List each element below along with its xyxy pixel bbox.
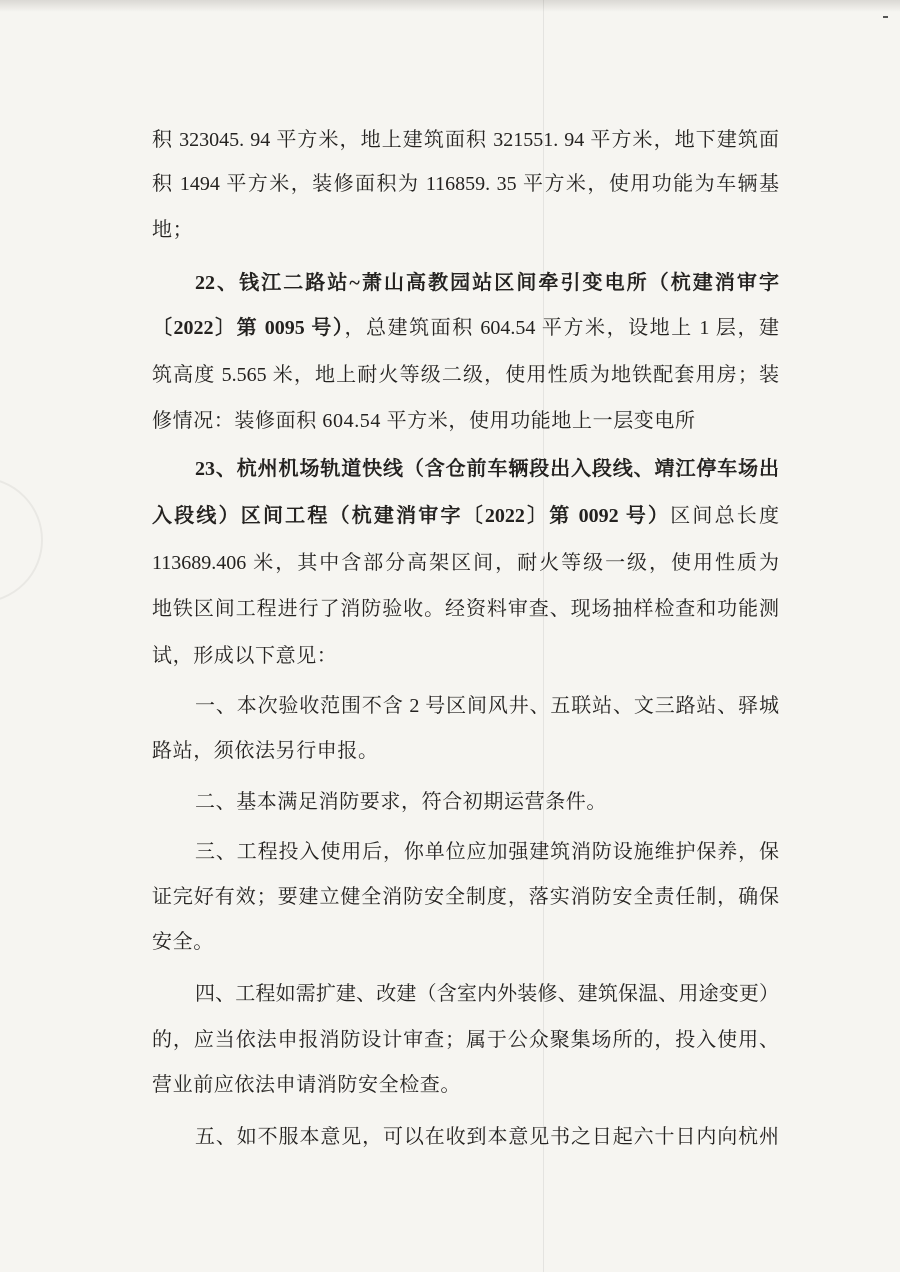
scan-edge-shadow [0,0,900,12]
paragraph-heading-line: 23、杭州机场轨道快线（含仓前车辆段出入段线、靖江停车场出 [195,458,779,480]
document-reference-bold: 入段线）区间工程（杭建消审字〔2022〕第 0092 号） [152,505,671,527]
paragraph-line: 营业前应依法申请消防安全检查。 [152,1074,461,1096]
paragraph-line: 修情况：装修面积 604.54 平方米，使用功能地上一层变电所 [152,410,696,432]
paragraph-line [152,312,779,344]
paragraph-line: 四、工程如需扩建、改建（含室内外装修、建筑保温、用途变更） [195,983,779,1005]
paragraph-line: 安全。 [152,931,214,953]
paragraph-line: 筑高度 5.565 米，地上耐火等级二级，使用性质为地铁配套用房；装 [152,364,779,386]
paragraph-line [152,500,779,532]
paragraph-line: 113689.406 米，其中含部分高架区间，耐火等级一级，使用性质为 [152,552,779,574]
paragraph-line: 地铁区间工程进行了消防验收。经资料审查、现场抽样检查和功能测 [152,598,779,620]
paragraph-line: 试，形成以下意见： [152,645,338,667]
paragraph-line: 积 1494 平方米，装修面积为 116859. 35 平方米，使用功能为车辆基 [152,173,779,195]
paragraph-text: ，总建筑面积 604.54 平方米，设地上 1 层，建 [344,317,780,339]
paragraph-line: 一、本次验收范围不含 2 号区间风井、五联站、文三路站、驿城 [195,695,779,717]
paragraph-line: 五、如不服本意见，可以在收到本意见书之日起六十日内向杭州 [195,1126,779,1148]
paragraph-text: 区间总长度 [670,505,780,527]
scan-corner-mark [883,16,888,18]
paragraph-line: 的，应当依法申报消防设计审查；属于公众聚集场所的，投入使用、 [152,1029,779,1051]
seal-bleed-through [0,470,60,610]
document-reference-bold: 〔2022〕第 0095 号） [152,317,345,339]
paragraph-heading-line: 22、钱江二路站~萧山高教园站区间牵引变电所（杭建消审字 [195,272,779,294]
paragraph-line: 证完好有效；要建立健全消防安全制度，落实消防安全责任制，确保 [152,886,779,908]
paragraph-line: 积 323045. 94 平方米，地上建筑面积 321551. 94 平方米，地下建筑面 [152,129,779,151]
paragraph-line: 三、工程投入使用后，你单位应加强建筑消防设施维护保养，保 [195,841,779,863]
paragraph-line: 路站，须依法另行申报。 [152,740,379,762]
paragraph-line: 地； [152,219,194,241]
paragraph-line: 二、基本满足消防要求，符合初期运营条件。 [195,791,607,813]
